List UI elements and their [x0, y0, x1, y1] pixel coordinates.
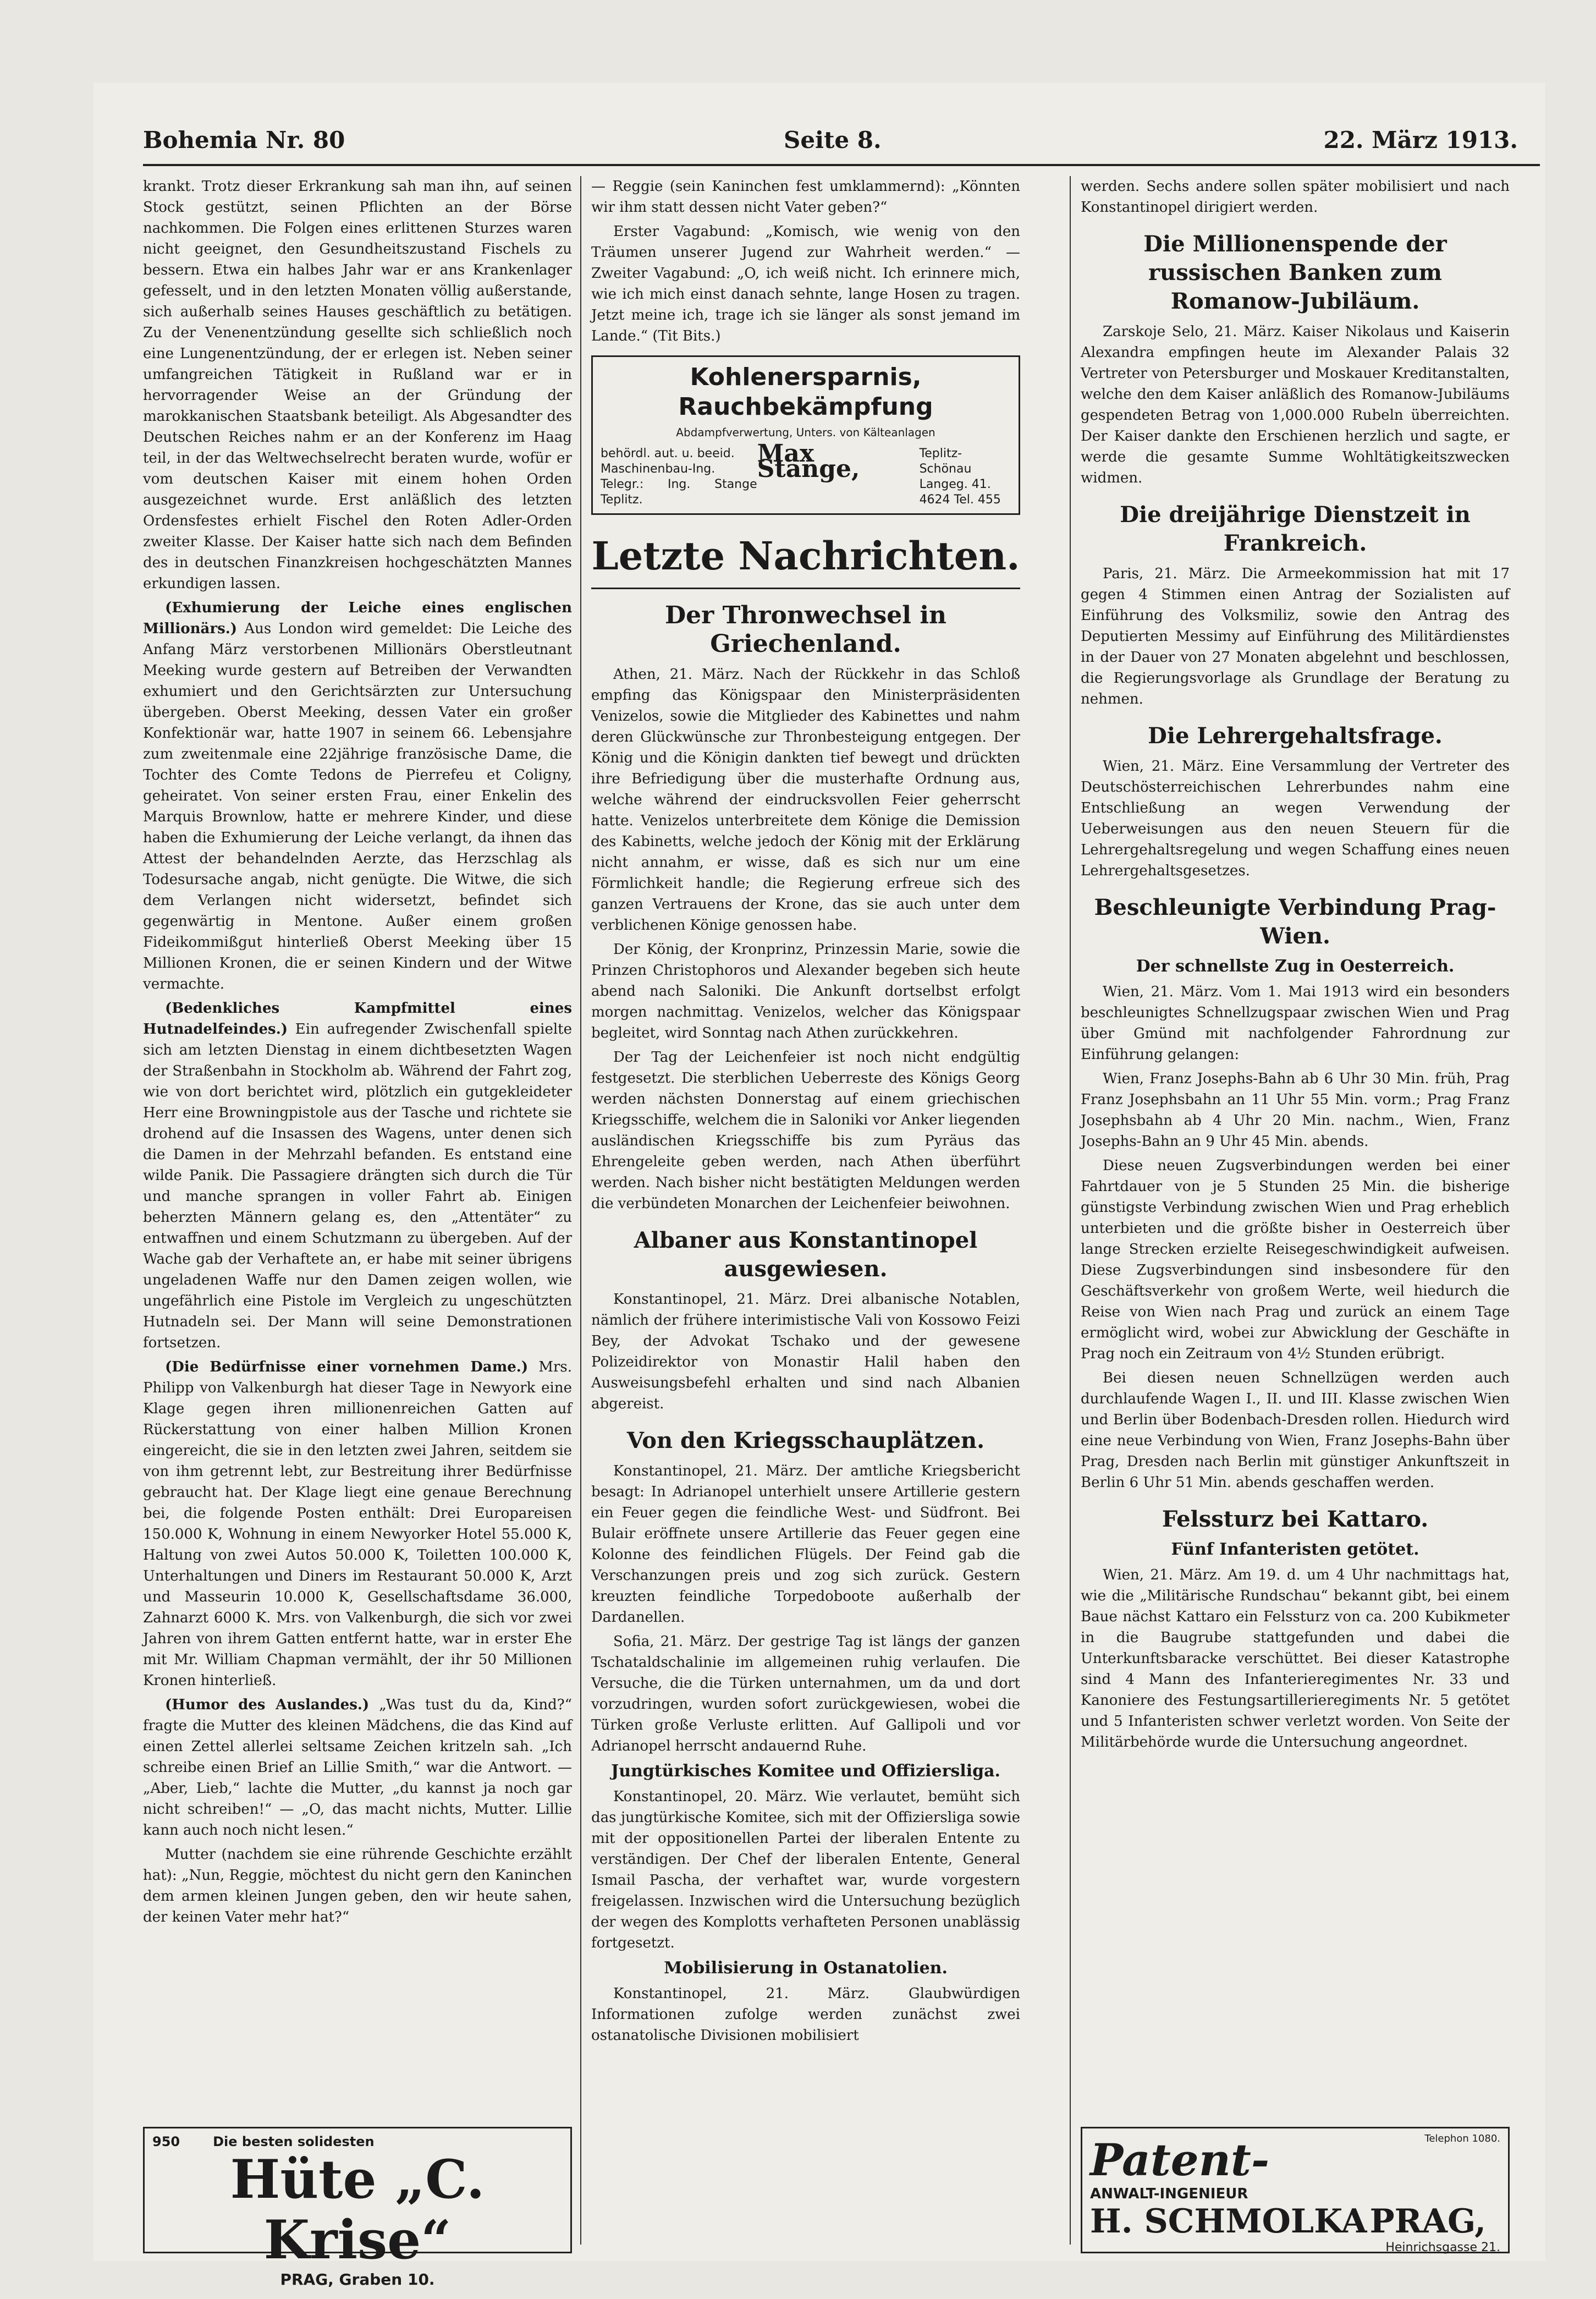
ad-tagline: Die besten solidesten — [213, 2134, 375, 2149]
headline: Jungtürkisches Komitee und Offiziersliga. — [611, 1762, 1000, 1781]
subheadline: Der schnellste Zug in Oesterreich. — [1136, 957, 1455, 976]
article-paragraph: — Reggie (sein Kaninchen fest umklammernd): „Könnten wir ihm statt dessen nicht Vater geben?“ — [591, 178, 1020, 216]
headline: Die Millionenspende der russischen Banken zum Romanow-Jubiläum. — [1143, 231, 1447, 314]
ad-headline: Hüte „C. Krise“ — [230, 2148, 485, 2271]
divider — [591, 588, 1020, 589]
article-lead: (Humor des Auslandes.) — [165, 1697, 370, 1713]
article-lead: (Bedenkliches Kampfmittel eines Hutnadelfeindes.) — [143, 1000, 572, 1038]
article-text: „Was tust du da, Kind?“ fragte die Mutter des kleinen Mädchens, die das Kind auf einen Zettel allerlei seltsame Zeichen kritzeln sah. „Ich schreibe einen Brief an Lillie Smith,“ war die Antwort. — „Aber, Lieb,“ lachte die Mutter, „du kannst ja noch gar nicht schreiben!“ — „O, das macht nichts, Mutter. Lillie kann auch noch nicht lesen.“ — [143, 1697, 572, 1839]
article-paragraph: Mutter (nachdem sie eine rührende Geschichte erzählt hat): „Nun, Reggie, möchtest du nicht gern den Kaninchen dem armen kleinen Jungen geben, den wir heute sahen, der keinen Vater mehr hat?“ — [143, 1846, 572, 1925]
article-paragraph: Der Tag der Leichenfeier ist noch nicht endgültig festgesetzt. Die sterblichen Ueberreste des Königs Georg werden nächsten Donnerstag auf einem griechischen Kriegsschiffe, welchem die in Saloniki vor Anker liegenden ausländischen Kriegsschiffe bis zum Pyräus das Ehrengeleite geben werden, nach Athen überführt werden. Nach bisher nicht bestätigten Meldungen werden die verbündeten Monarchen der Leichenfeier beiwohnen. — [591, 1049, 1020, 1212]
advertisement-huete — [143, 2127, 572, 2289]
ad-text: 4624 Tel. 455 — [919, 493, 1001, 507]
article-lead: (Die Bedürfnisse einer vornehmen Dame.) — [165, 1359, 529, 1375]
article-text: Aus London wird gemeldet: Die Leiche des Anfang März verstorbenen Millionärs Oberstleutnant Meeking wurde gestern auf Betreiben der Verwandten exhumiert und den Gerichtsärzten zur Untersuchung übergeben. Oberst Meeking, dessen Vater ein großer Konfektionär war, hatte 1907 in seinem 66. Lebensjahre zum zweitenmale eine 22jährige französische Dame, die Tochter des Comte Tedons de Pierrefeu et Coligny, geheiratet. Von seiner ersten Frau, einer Enkelin des Marquis Brownlow, hatte er mehrere Kinder, und diese haben die Exhumierung der Leiche verlangt, da ihnen das Attest der behandelnden Aerzte, das Herzschlag als Todesursache angab, nicht genügte. Die Witwe, die sich dem Verlangen nicht widersetzt, befindet sich gegenwärtig in Mentone. Außer einem großen Fideikommißgut hinterließ Oberst Meeking über 15 Millionen Kronen, die er seinen Kindern und der Witwe vermachte. — [143, 621, 572, 992]
section-title: Letzte Nachrichten. — [591, 533, 1020, 579]
ad-text: Telegr.: Ing. Stange Teplitz. — [601, 478, 757, 507]
ad-name: Max Stange, — [757, 440, 860, 483]
headline: Beschleunigte Verbindung Prag-Wien. — [1094, 895, 1496, 949]
ad-address: Heinrichsgasse 21. — [1385, 2241, 1500, 2254]
article-paragraph: werden. Sechs andere sollen später mobilisiert und nach Konstantinopel dirigiert werden. — [1081, 178, 1510, 216]
article-paragraph: Konstantinopel, 20. März. Wie verlautet, bemüht sich das jungtürkische Komitee, sich mit der Offiziersliga sowie mit der oppositionellen Partei der liberalen Entente zu verständigen. Der Chef der liberalen Entente, General Ismail Pascha, der verhaftet war, wurde vorgestern freigelassen. Inzwischen wird die Untersuchung bezüglich der wegen des Komplotts verhafteten Personen unablässig fortgesetzt. — [591, 1788, 1020, 1951]
headline: Felssturz bei Kattaro. — [1162, 1506, 1429, 1532]
article-paragraph: Sofia, 21. März. Der gestrige Tag ist längs der ganzen Tschataldschalinie im allgemeinen ruhig verlaufen. Die Versuche, die die Türken unternahmen, um da und dort vorzudringen, wurden sofort zurückgewiesen, wobei die Türken große Verluste erlitten. Auf Gallipoli und vor Adrianopel herrscht andauernd Ruhe. — [591, 1633, 1020, 1754]
article-paragraph — [143, 597, 572, 995]
article-paragraph: Bei diesen neuen Schnellzügen werden auch durchlaufende Wagen I., II. und III. Klasse zwischen Wien und Berlin über Bodenbach-Dresden rollen. Hiedurch wird eine neue Verbindung von Wien, Franz Josephs-Bahn über Prag, Dresden nach Berlin mit günstiger Ankunftszeit in Berlin 6 Uhr 51 Min. abends geschaffen werden. — [1081, 1370, 1510, 1491]
headline: Mobilisierung in Ostanatolien. — [664, 1958, 948, 1978]
article-paragraph: krankt. Trotz dieser Erkrankung sah man ihn, auf seinen Stock gestützt, seinen Pflichten an der Börse nachkommen. Die Folgen eines erlittenen Sturzes waren nicht geeignet, den Gesundheitszustand Fischels zu bessern. Etwa ein halbes Jahr war er ans Krankenlager gefesselt, und in den letzten Monaten völlig außerstande, sich außerhalb seines Hauses geschäftlich zu betätigen. Zu der Venenentzündung gesellte sich schließlich noch eine Lungenentzündung, der er erlegen ist. Neben seiner umfangreichen Tätigkeit in Rußland war er in hervorragender Weise an der Gründung der marokkanischen Staatsbank beteiligt. Als Abgesandter des Deutschen Reiches nahm er an der Konferenz im Haag teil, in der das Weltwechselrecht beraten wurde, wofür er vom deutschen Kaiser mit einem hohen Orden ausgezeichnet wurde. Erst anläßlich des letzten Ordensfestes erhielt Fischel den Roten Adler-Orden zweiter Klasse. Der Kaiser hatte sich nach dem Befinden des in deutschen Finanzkreisen hochgeschätzten Mannes erkundigen lassen. — [143, 178, 572, 592]
article-paragraph: Konstantinopel, 21. März. Drei albanische Notablen, nämlich der frühere interimistische Vali von Kossowo Feizi Bey, der Advokat Tschako und der gewesene Polizeidirektor von Monastir Halil haben den Ausweisungsbefehl erhalten und sind nach Albanien abgereist. — [591, 1291, 1020, 1412]
headline: Von den Kriegsschauplätzen. — [626, 1428, 985, 1453]
article-paragraph: Wien, 21. März. Vom 1. Mai 1913 wird ein besonders beschleunigtes Schnellzugspaar zwischen Wien und Prag über Gmünd mit nachfolgender Fahrordnung zur Einführung gelangen: — [1081, 984, 1510, 1063]
ad-subline: Abdampfverwertung, Unters. von Kälteanlagen — [676, 426, 935, 439]
article-paragraph: Der König, der Kronprinz, Prinzessin Marie, sowie die Prinzen Christophoros und Alexander begeben sich heute abend nach Saloniki. Die Ankunft dortselbst erfolgt morgen nachmittag. Venizelos, welcher das Königspaar begleitet, wird Sonntag nach Athen zurückkehren. — [591, 941, 1020, 1041]
article-text: Mrs. Philipp von Valkenburgh hat dieser Tage in Newyork eine Klage gegen ihren millionenreichen Gatten auf Rückerstattung von einer halben Million Kronen eingereicht, die sie in den letzten zwei Jahren, seitdem sie von ihm getrennt lebt, zur Bestreitung ihrer Bedürfnisse gebraucht hat. Der Klage liegt eine genaue Berechnung bei, die folgende Posten enthält: Drei Europareisen 150.000 K, Wohnung in einem Newyorker Hotel 55.000 K, Haltung von zwei Autos 50.000 K, Toiletten 100.000 K, Unterhaltungen und Diners im Restaurant 50.000 K, Arzt und Masseurin 10.000 K, Gesellschaftsdame 36.000, Zahnarzt 6000 K. Mrs. von Valkenburgh, die sich vor zwei Jahren von ihrem Gatten entfernt hatte, war in erster Ehe mit Mr. William Chapman vermählt, der ihr 50 Millionen Kronen hinterließ. — [143, 1359, 572, 1689]
article-paragraph: Wien, 21. März. Eine Versammlung der Vertreter des Deutschösterreichischen Lehrerbundes nahm eine Entschließung an wegen Verwendung der Ueberweisungen aus den neuen Steuern für die Lehrergehaltsregelung und wegen Schaffung eines neuen Lehrergehaltsgesetzes. — [1081, 758, 1510, 879]
ad-headline: Patent- — [1090, 2134, 1270, 2186]
ad-text: behördl. aut. u. beeid. — [601, 447, 735, 460]
column-1 — [143, 176, 572, 1931]
page-number: Seite 8. — [784, 127, 882, 153]
header-rule — [143, 164, 1540, 166]
masthead-issue: Bohemia Nr. 80 — [143, 127, 345, 153]
column-divider — [580, 176, 581, 2245]
article-paragraph — [143, 1357, 572, 1691]
ad-headline: Kohlenersparnis, Rauchbekämpfung — [678, 363, 933, 421]
headline: Die dreijährige Dienstzeit in Frankreich. — [1120, 502, 1471, 556]
ad-number: 950 — [152, 2134, 180, 2149]
advertisement-kohlenersparnis — [591, 355, 1020, 515]
ad-text: Maschinenbau-Ing. — [601, 462, 716, 476]
subheadline: Fünf Infanteristen getötet. — [1171, 1540, 1419, 1559]
article-paragraph: Wien, 21. März. Am 19. d. um 4 Uhr nachmittags hat, wie die „Militärische Rundschau“ bekannt gibt, bei einem Baue nächst Kattaro ein Felssturz von ca. 200 Kubikmeter in die Baugrube stattgefunden und dabei die Unterkunftsbaracke verschüttet. Bei dieser Katastrophe sind 4 Mann des Infanterieregimentes Nr. 33 und Kanoniere des Festungsartillerieregiments Nr. 5 getötet und 5 Infanteristen schwer verletzt worden. Von Seite der Militärbehörde wurde die Untersuchung angeordnet. — [1081, 1567, 1510, 1751]
column-2 — [591, 176, 1020, 2049]
article-paragraph — [143, 998, 572, 1353]
article-text: Ein aufregender Zwischenfall spielte sich am letzten Dienstag in einem dichtbesetzten Wagen der Straßenbahn in Stockholm ab. Während der Fahrt zog, wie von dort berichtet wird, plötzlich ein gutgekleideter Herr eine Browningpistole aus der Tasche und richtete sie drohend auf die Insassen des Wagens, unter denen sich die Damen in der Mehrzahl befanden. Es entstand eine wilde Panik. Die Passagiere drängten sich durch die Tür und manche sprangen in voller Fahrt ab. Einigen beherzten Männern gelang es, den „Attentäter“ zu entwaffnen und einem Schutzmann zu übergeben. Auf der Wache gab der Verhaftete an, er habe mit seiner übrigens ungeladenen Waffe nur den Damen zeigen wollen, wie ungefährlich eine Pistole im Vergleich zu ungeschützten Hutnadeln sei. Der Mann will seine Demonstrationen fortsetzen. — [143, 1021, 573, 1351]
headline: Albaner aus Konstantinopel ausgewiesen. — [634, 1227, 978, 1282]
ad-name: H. SCHMOLKA — [1090, 2202, 1367, 2241]
issue-date: 22. März 1913. — [1323, 127, 1518, 153]
ad-phone: Telephon 1080. — [1424, 2133, 1500, 2144]
ad-text: Langeg. 41. — [919, 478, 991, 491]
column-3 — [1081, 176, 1510, 1756]
article-paragraph: Diese neuen Zugsverbindungen werden bei einer Fahrtdauer von je 5 Stunden 25 Min. die bisherige günstigste Verbindung zwischen Wien und Prag erheblich unterbieten und die größte bisher in Oesterreich über lange Strecken erzielte Reisegeschwindigkeit aufweisen. Diese Zugsverbindungen sind insbesondere für den Geschäftsverkehr von großem Werte, weil hiedurch die Reise von Wien nach Prag und zurück an einem Tage ermöglicht wird, wobei zur Abwicklung der Geschäfte in Prag noch ein Zeitraum von 4½ Stunden erübrigt. — [1081, 1157, 1510, 1362]
ad-subline: ANWALT-INGENIEUR — [1090, 2186, 1248, 2202]
article-paragraph: Paris, 21. März. Die Armeekommission hat mit 17 gegen 4 Stimmen einen Antrag der Sozialisten auf Einführung des Volksmiliz, sowie den Antrag des Deputierten Messimy auf Einführung des Militärdienstes in der Dauer von 27 Monaten abgelehnt und beschlossen, die Regierungsvorlage als Grundlage der Beratung zu nehmen. — [1081, 566, 1510, 707]
article-lead: (Exhumierung der Leiche eines englischen Millionärs.) — [143, 600, 572, 637]
newspaper-page — [93, 83, 1545, 2289]
article-paragraph: Athen, 21. März. Nach der Rückkehr in das Schloß empfing das Königspaar den Ministerpräsidenten Venizelos, sowie die Mitglieder des Kabinettes und nahm deren Glückwünsche zur Thronbesteigung entgegen. Der König und die Königin dankten tief bewegt und drückten ihre Befriedigung über die musterhafte Ordnung aus, welche während der eindrucksvollen Feier geherrscht hatte. Venizelos unterbreitete dem Könige die Demission des Kabinetts, welche jedoch der König mit der Erklärung nicht annahm, er wisse, daß es sich nur um eine Förmlichkeit handle; die Regierung erfreue sich des ganzen Vertrauens der Krone, das sie auch unter dem verblichenen Könige genossen habe. — [591, 666, 1020, 934]
column-divider — [1070, 176, 1071, 2245]
article-paragraph — [143, 1694, 572, 1841]
article-paragraph: Erster Vagabund: „Komisch, wie wenig von den Träumen unserer Jugend zur Wahrheit werden.“ — Zweiter Vagabund: „O, ich weiß nicht. Ich erinnere mich, wie ich mich einst danach sehnte, lange Hosen zu tragen. Jetzt meine ich, trage ich sie länger als sonst jemand im Lande.“ (Tit Bits.) — [591, 223, 1020, 344]
headline: Die Lehrergehaltsfrage. — [1148, 723, 1443, 749]
running-head — [143, 127, 1518, 160]
article-paragraph: Konstantinopel, 21. März. Der amtliche Kriegsbericht besagt: In Adrianopel unterhielt unsere Artillerie gestern ein Feuer gegen die feindliche West- und Südfront. Bei Bulair eröffnete unsere Artillerie das Feuer gegen eine Kolonne des feindlichen Flügels. Der Feind gab die Verschanzungen preis und zog sich zurück. Gestern kreuzten feindliche Torpedoboote außerhalb der Dardanellen. — [591, 1463, 1020, 1626]
headline: Der Thronwechsel in Griechenland. — [664, 601, 947, 658]
article-paragraph: Zarskoje Selo, 21. März. Kaiser Nikolaus und Kaiserin Alexandra empfingen heute im Alexander Palais 32 Vertreter von Petersburger und Moskauer Kreditanstalten, welche den dem Kaiser anläßlich des Romanow-Jubiläums gespendeten Betrag von 1,000.000 Rubeln überreichten. Der Kaiser dankte den Erschienen herzlich und sagte, er werde die gesamte Summe Wohltätigkeitszwecken widmen. — [1081, 323, 1510, 486]
advertisement-patent — [1081, 2127, 1510, 2253]
ad-text: Teplitz-Schönau — [919, 447, 972, 476]
ad-city: PRAG, — [1369, 2202, 1487, 2241]
article-paragraph: Wien, Franz Josephs-Bahn ab 6 Uhr 30 Min. früh, Prag Franz Josephsbahn an 11 Uhr 55 Min. vorm.; Prag Franz Josephsbahn ab 4 Uhr 20 Min. nachm., Wien, Franz Josephs-Bahn an 9 Uhr 45 Min. abends. — [1081, 1071, 1510, 1150]
article-paragraph: Konstantinopel, 21. März. Glaubwürdigen Informationen zufolge werden zunächst zwei ostanatolische Divisionen mobilisiert — [591, 1985, 1020, 2044]
ad-address: PRAG, Graben 10. — [280, 2270, 435, 2289]
